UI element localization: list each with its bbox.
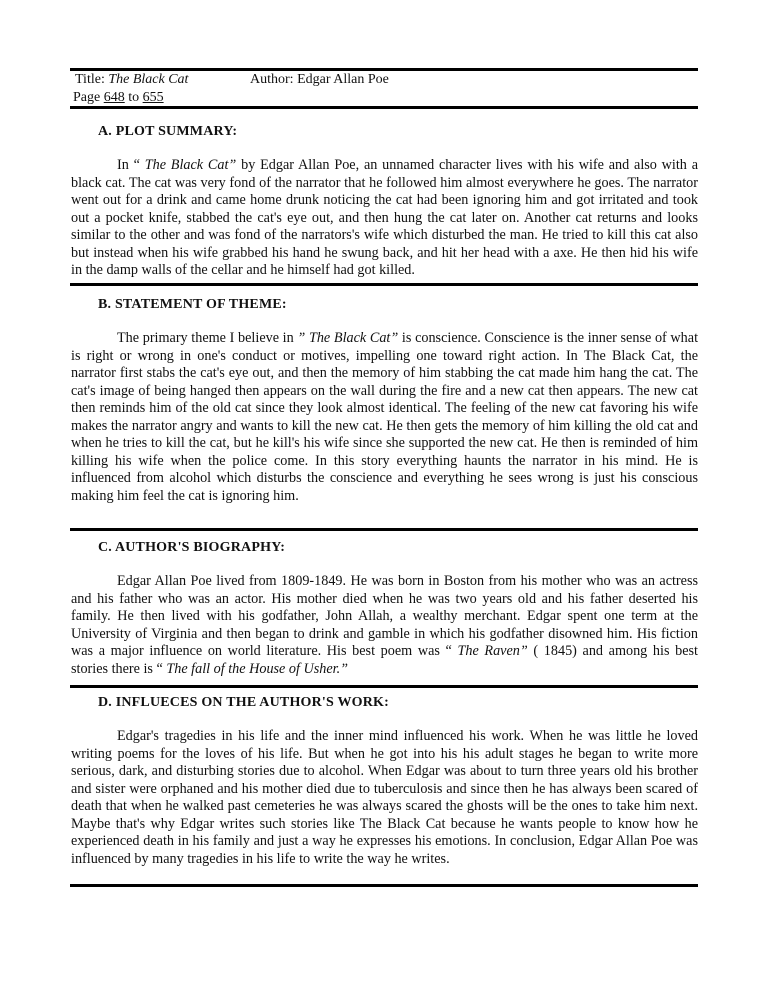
page-to-label: to — [128, 90, 140, 105]
section-b-paragraph: The primary theme I believe in ” The Black Cat” is conscience. Conscience is the inner sense of what is right or wrong in one's conduct or motives, impelling one toward right action. In The Black Cat, the narrator first stabs the cat's eye out, and then the memory of him stabbing the cat made him hang the cat. The cat's image of being hanged then appears on the wall during the fire and a new cat then appears. The new cat then reminds him of the old cat since they look almost identical. The feeling of the new cat favoring his wife makes the narrator angry and wants to kill the new cat. He then gets the memory of him killing the old cat and when he tries to kill the cat, but he kill's his wife since she supported the new cat. He then is reminded of him killing his wife when the police come. In this story everything haunts the narrator in his mind. He is influenced from alcohol which disturbs the conscience and everything he sees wrong is just his conscious making him feel the cat is ignoring him. — [71, 330, 699, 504]
section-b-heading: B. STATEMENT OF THEME: — [98, 297, 287, 312]
title-value: The Black Cat — [108, 72, 189, 87]
section-a-paragraph: In “ The Black Cat” by Edgar Allan Poe, an unnamed character lives with his wife and also with a black cat. The cat was very fond of the narrator that he followed him almost everywhere he goes. The narrator went out for a drink and came home drunk noticing the cat had been ignoring him and got irritated and took out a pocket knife, stabbed the cat's eye out, and then hung the cat later on. Another cat returns and looks similar to the other and was fond of the narrators's wife which disturbed the man. He tried to kill this cat also but instead when his wife grabbed his hand he swung back, and hit her head with a axe. He then hid his wife in the damp walls of the cellar and he himself had got killed. — [71, 157, 699, 278]
header-bottom-rule — [70, 106, 698, 109]
author-label: Author: — [250, 72, 294, 87]
section-d-paragraph: Edgar's tragedies in his life and the inner mind influenced his work. When he was little he loved writing poems for the loves of his life. But when he got into his his adult stages he began to write more serious, dark, and disturbing stories due to alcohol. When Edgar was about to turn three years old his brother and sister were orphaned and his mother died due to tuberculosis and since then he has always been scared of death that when he walked past cemeteries he was always scared the ghosts will be the ones to take him next. Maybe that's why Edgar writes such stories like The Black Cat because he wants people to know how he experienced death in his family and just a way he expresses his emotions. In conclusion, Edgar Allan Poe was influenced by many tragedies in his life to write the way he writes. — [71, 728, 698, 867]
page-to: 655 — [142, 90, 164, 105]
title-label: Title: — [75, 72, 105, 87]
section-a-heading: A. PLOT SUMMARY: — [98, 124, 238, 139]
section-c-paragraph: Edgar Allan Poe lived from 1809-1849. He was born in Boston from his mother who was an actress and his father who was an actor. His mother died when he was two years old and his father deserted his family. He then lived with his godfather, John Allah, a wealthy merchant. Edgar spent one term at the University of Virginia and then began to drink and gamble in which his godfather disowned him. His fiction was a major influence on world literature. His best poem was “ The Raven” ( 1845) and among his best stories there is “ The fall of the House of Usher.” — [71, 573, 698, 677]
page-from: 648 — [103, 90, 125, 105]
section-b-rule — [70, 528, 698, 531]
section-d-heading: D. INFLUECES ON THE AUTHOR'S WORK: — [98, 695, 390, 710]
page-label: Page — [73, 90, 101, 105]
title-line — [75, 72, 188, 88]
author-line — [250, 72, 389, 88]
section-d-rule — [70, 884, 698, 887]
header-top-rule — [70, 68, 698, 71]
section-a-rule — [70, 283, 698, 286]
section-c-rule — [70, 685, 698, 688]
page-range-line — [73, 90, 164, 106]
section-c-heading: C. AUTHOR'S BIOGRAPHY: — [98, 540, 286, 555]
author-value: Edgar Allan Poe — [297, 72, 389, 87]
